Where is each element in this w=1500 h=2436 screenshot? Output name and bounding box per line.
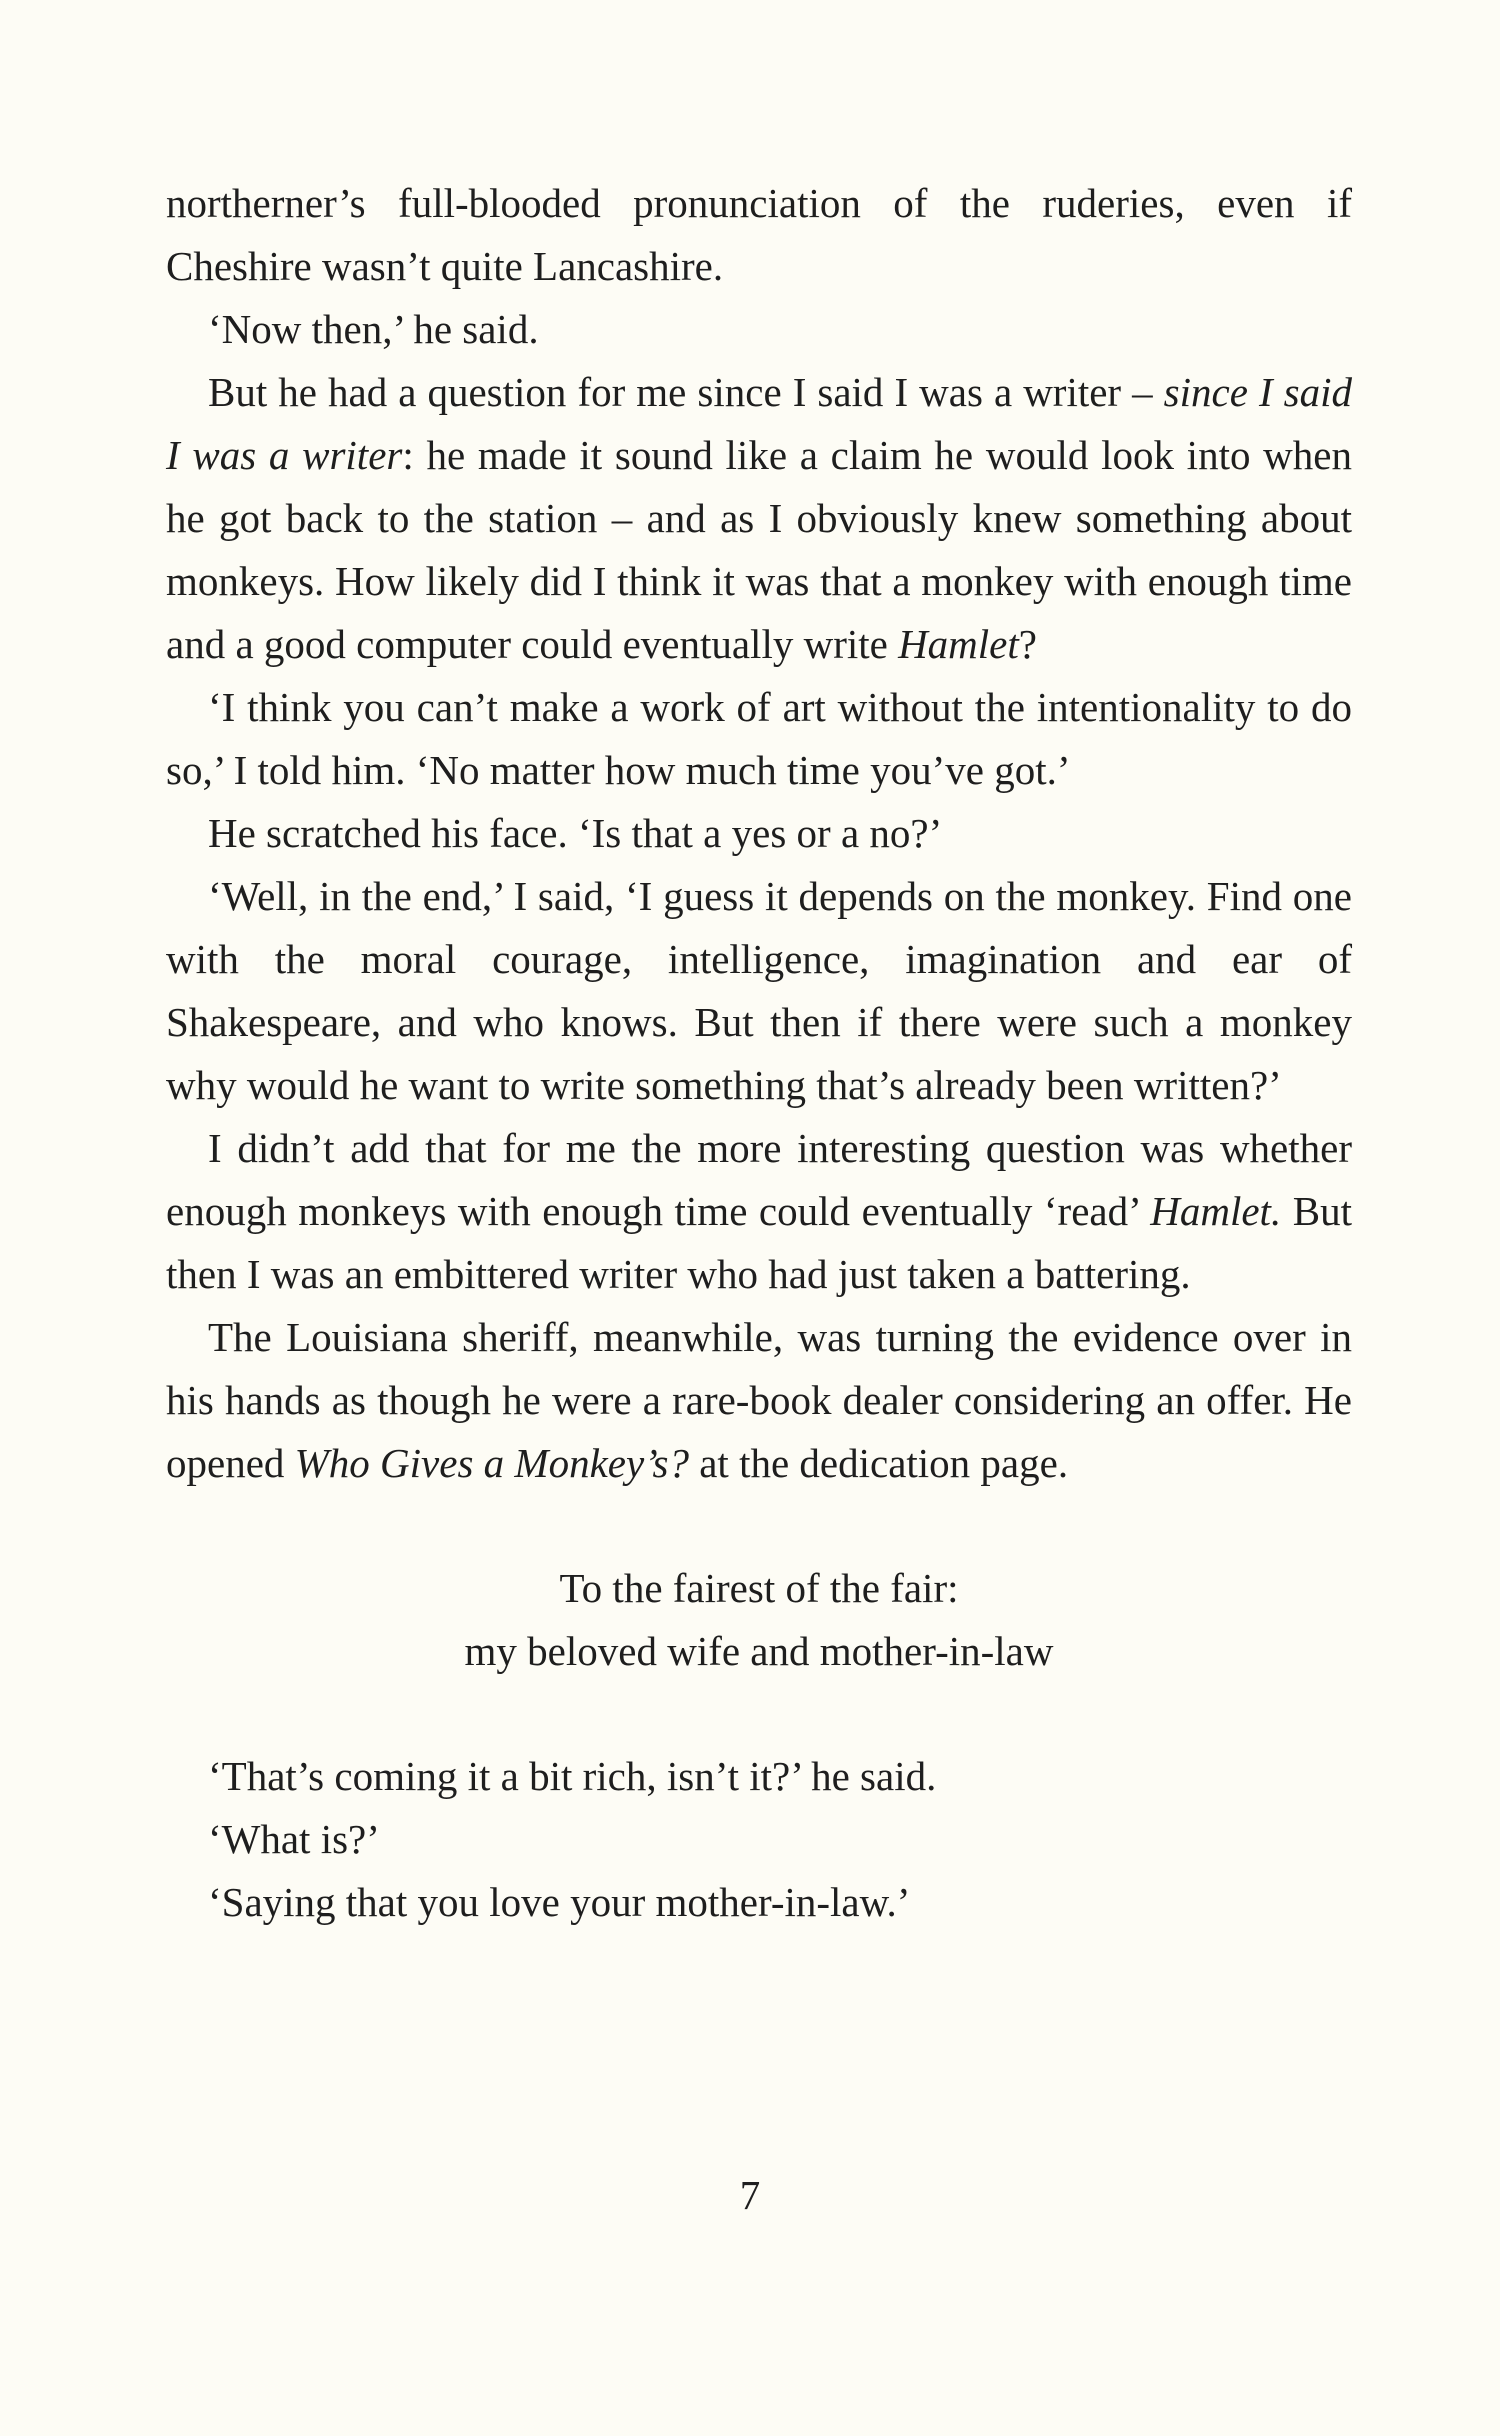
dialogue-line: ‘Saying that you love your mother-in-law.’ (208, 1879, 911, 1925)
italic-title: Hamlet. (1150, 1188, 1282, 1234)
paragraph: He scratched his face. ‘Is that a yes or a no?’ (208, 810, 943, 856)
text-run: But he had a question for me since I said I was a writer – (208, 369, 1164, 415)
italic-text: since I said I was a writer (166, 369, 1352, 478)
text-run: The Louisiana sheriff, meanwhile, was turning the evidence over in his hands as though he were a rare-book dealer considering an offer. He opened (166, 1314, 1352, 1486)
dedication-line: To the fairest of the fair: (559, 1565, 959, 1611)
text-run: But then I was an embittered writer who had just taken a battering. (166, 1188, 1352, 1297)
paragraph (166, 361, 1352, 676)
text-run: at the dedication page. (688, 1440, 1069, 1486)
dedication-block (166, 1557, 1352, 1683)
dialogue-line: ‘That’s coming it a bit rich, isn’t it?’ he said. (208, 1753, 937, 1799)
text-run: I didn’t add that for me the more interesting question was whether enough monkeys with enough time could eventually ‘read’ (166, 1125, 1352, 1234)
italic-title: Who Gives a Monkey’s? (294, 1440, 689, 1486)
paragraph: ‘Well, in the end,’ I said, ‘I guess it depends on the monkey. Find one with the moral courage, intelligence, imagination and ear of Shakespeare, and who knows. But then if there were such a monkey why would he want to write something that’s already been written?’ (166, 873, 1352, 1108)
paragraph-continued: northerner’s full-blooded pronunciation of the ruderies, even if Cheshire wasn’t quite Lancashire. (166, 180, 1352, 289)
italic-title: Hamlet (898, 621, 1019, 667)
dedication-line: my beloved wife and mother-in-law (464, 1628, 1054, 1674)
paragraph (166, 1117, 1352, 1306)
body-text (166, 172, 1352, 1934)
paragraph: ‘Now then,’ he said. (208, 306, 539, 352)
text-run: : he made it sound like a claim he would look into when he got back to the station – and as I obviously knew something about monkeys. How likely did I think it was that a monkey with enough time and a good computer could eventually write (166, 432, 1352, 667)
paragraph: ‘I think you can’t make a work of art without the intentionality to do so,’ I told him. ‘No matter how much time you’ve got.’ (166, 684, 1352, 793)
paragraph (166, 1306, 1352, 1495)
dialogue-line: ‘What is?’ (208, 1816, 380, 1862)
page-number: 7 (739, 2172, 761, 2218)
text-run: ? (1018, 621, 1037, 667)
